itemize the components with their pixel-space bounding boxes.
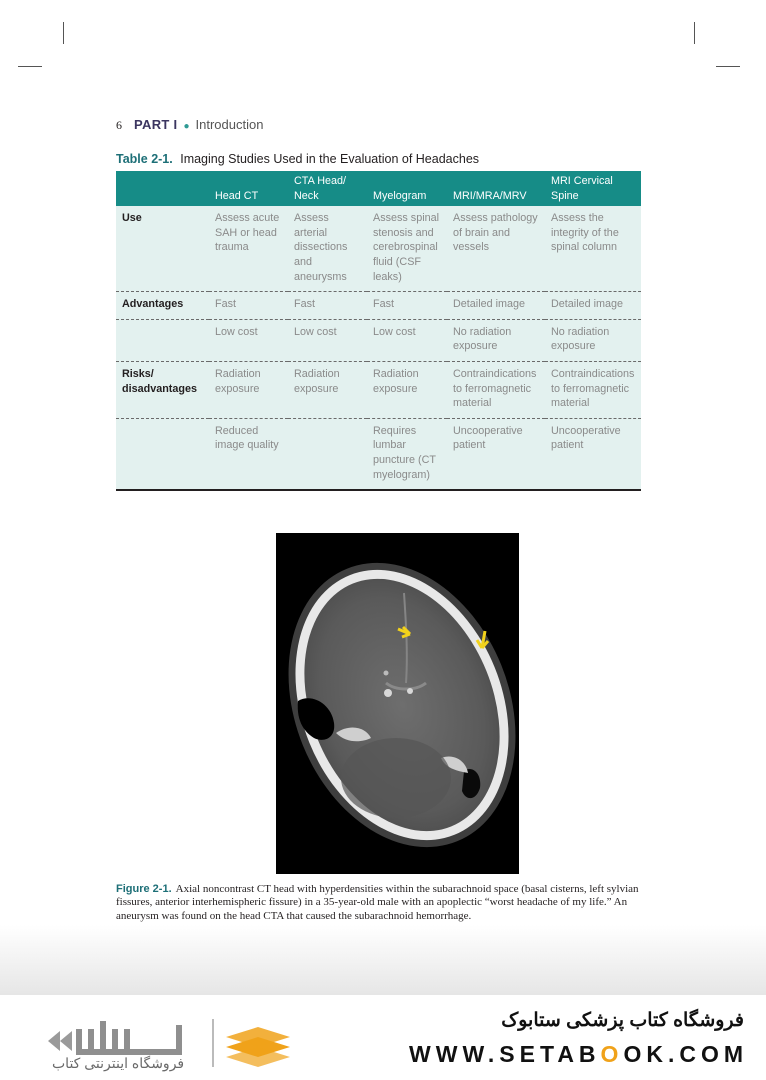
table-number: Table 2-1. (116, 152, 173, 166)
table-cell: Detailed image (447, 292, 545, 320)
table-row (116, 418, 641, 490)
table-cell: Requires lumbar puncture (CT myelogram) (367, 418, 447, 490)
store-name: فروشگاه کتاب پزشکی ستابوک (501, 1010, 744, 1031)
table-cell: Radiation exposure (367, 361, 447, 418)
store-url[interactable] (409, 1041, 748, 1068)
figure-number: Figure 2-1. (116, 883, 172, 895)
table-cell: Fast (209, 292, 288, 320)
row-label: Use (116, 206, 209, 291)
table-cell: Detailed image (545, 292, 641, 320)
bullet-icon: ● (183, 121, 190, 132)
table-row (116, 292, 641, 320)
table-cell: Uncooperative patient (545, 418, 641, 490)
table-row (116, 361, 641, 418)
page-fade (0, 925, 766, 995)
store-url-o: O (600, 1041, 624, 1067)
row-label: Advantages (116, 292, 209, 320)
table-cell: Contraindications to ferromagnetic material (545, 361, 641, 418)
column-header: Head CT (209, 171, 288, 206)
crop-mark (716, 66, 740, 67)
page-number: 6 (116, 118, 122, 132)
crop-mark (63, 22, 64, 44)
row-label (116, 319, 209, 361)
figure-caption (116, 883, 644, 923)
table-cell: Assess acute SAH or head trauma (209, 206, 288, 291)
table-title-text: Imaging Studies Used in the Evaluation of Headaches (180, 152, 480, 166)
table-title (116, 152, 479, 166)
table-row (116, 206, 641, 291)
ct-scan-image (276, 533, 519, 874)
table-cell: Low cost (367, 319, 447, 361)
imaging-table (116, 171, 641, 491)
column-header: MRI Cervical Spine (545, 171, 641, 206)
table-row (116, 319, 641, 361)
table-cell: Assess pathology of brain and vessels (447, 206, 545, 291)
row-label: Risks/ disadvantages (116, 361, 209, 418)
table-cell: Fast (367, 292, 447, 320)
section-label: Introduction (195, 117, 264, 132)
table-cell: Low cost (288, 319, 367, 361)
table-cell: Uncooperative patient (447, 418, 545, 490)
table-cell: Fast (288, 292, 367, 320)
row-label (116, 418, 209, 490)
part-label: PART I (134, 117, 178, 132)
table-cell: Assess spinal stenosis and cerebrospinal fluid (CSF leaks) (367, 206, 447, 291)
store-url-suffix: OK.COM (623, 1041, 748, 1067)
table-header-row (116, 171, 641, 206)
table-cell: Assess arterial dissections and aneurysms (288, 206, 367, 291)
column-header: CTA Head/ Neck (288, 171, 367, 206)
store-url-prefix: WWW.SETAB (409, 1041, 601, 1067)
ct-scan-illustration (276, 533, 519, 874)
column-header: Myelogram (367, 171, 447, 206)
table-cell (288, 418, 367, 490)
crop-mark (18, 66, 42, 67)
table-cell: Low cost (209, 319, 288, 361)
column-header (116, 171, 209, 206)
figure-caption-text: Axial noncontrast CT head with hyperdensities within the subarachnoid space (basal cisterns, left sylvian fissures, anterior interhemispheric fissure) in a 35-year-old male with an apoplectic “worst headache of my life.” An aneurysm was found on the head CTA that caused the subarachnoid hemorrhage. (116, 883, 639, 922)
table-cell: Assess the integrity of the spinal column (545, 206, 641, 291)
crop-mark (694, 22, 695, 44)
table-cell: Radiation exposure (288, 361, 367, 418)
logo-subtitle: فروشگاه اینترنتی کتاب (52, 1055, 185, 1071)
table-cell: Contraindications to ferromagnetic material (447, 361, 545, 418)
column-header: MRI/MRA/MRV (447, 171, 545, 206)
store-banner (0, 995, 766, 1080)
table-cell: Reduced image quality (209, 418, 288, 490)
table-cell: No radiation exposure (447, 319, 545, 361)
table-cell: Radiation exposure (209, 361, 288, 418)
table-cell: No radiation exposure (545, 319, 641, 361)
running-header (116, 117, 263, 133)
